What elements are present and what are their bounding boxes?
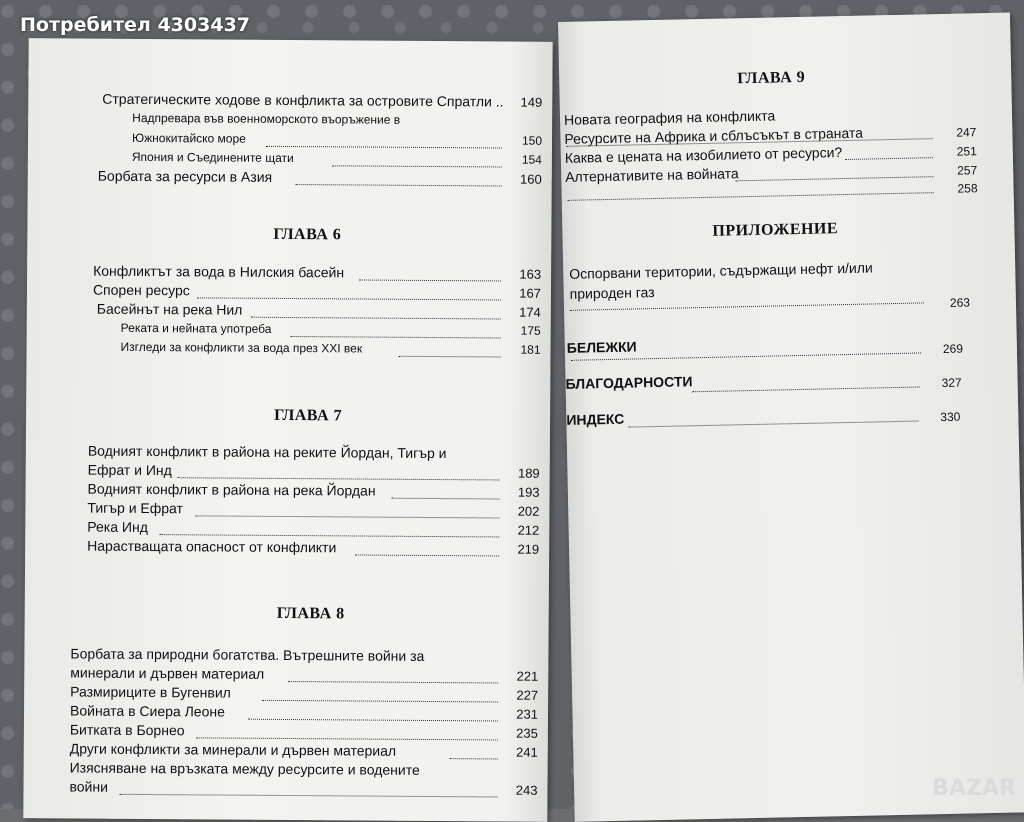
toc-page-number: 258 — [957, 181, 978, 196]
toc-subentry: Надпревара във военноморското въоръжение в — [132, 110, 401, 127]
toc-entry: Размириците в Бугенвил — [70, 683, 231, 701]
toc-entry: Водният конфликт в района на река Йордан — [87, 480, 376, 499]
leader-dots — [296, 184, 502, 186]
leader-dots — [288, 681, 498, 683]
toc-page-number: 160 — [520, 171, 542, 187]
leader-dots — [251, 317, 501, 320]
toc-subentry: Реката и нейната употреба — [120, 320, 272, 336]
toc-page-number: 243 — [515, 782, 538, 798]
leader-dots — [119, 794, 497, 798]
chapter-9-title: ГЛАВА 9 — [737, 68, 806, 88]
toc-page-number: 263 — [949, 295, 971, 310]
toc-page-number: 167 — [519, 285, 542, 301]
leader-dots — [196, 737, 498, 740]
leader-dots — [332, 165, 502, 167]
toc-entry: Борбата за ресурси в Азия — [97, 167, 273, 185]
left-page — [23, 38, 552, 822]
toc-page-number: 202 — [517, 503, 540, 519]
toc-subentry: Изгледи за конфликти за вода през XXI век — [120, 339, 363, 356]
user-watermark: Потребител 4303437 — [20, 14, 251, 36]
leader-dots — [392, 498, 500, 500]
leader-dots — [359, 279, 501, 281]
toc-page-number: 231 — [516, 706, 539, 722]
chapter-7-title: ГЛАВА 7 — [274, 406, 343, 425]
toc-page-number: 235 — [516, 725, 538, 741]
toc-entry-index: ИНДЕКС — [566, 410, 625, 428]
leader-dots — [399, 356, 501, 358]
leader-dots — [845, 157, 933, 160]
toc-page-number: 212 — [517, 522, 540, 538]
toc-page-number: 227 — [516, 687, 539, 703]
toc-subentry: Южнокитайско море — [131, 130, 246, 146]
toc-entry: минерали и дървен материал — [70, 664, 265, 682]
leader-dots — [628, 421, 918, 428]
toc-page-number: 174 — [519, 304, 541, 320]
toc-page-number: 327 — [941, 375, 962, 391]
chapter-6-title: ГЛАВА 6 — [273, 225, 342, 244]
leader-dots — [248, 719, 498, 722]
leader-dots — [570, 302, 924, 310]
toc-entry: Басейнът на река Нил — [96, 300, 243, 318]
toc-page-number: 251 — [956, 144, 977, 159]
toc-page-number: 193 — [517, 484, 540, 500]
leader-dots — [735, 176, 933, 181]
toc-entry: природен газ — [569, 284, 655, 302]
toc-page-number: 150 — [521, 133, 543, 148]
toc-entry: Река Инд — [87, 518, 148, 536]
toc-page-number: 219 — [517, 541, 540, 557]
toc-page-number: 175 — [520, 323, 541, 338]
toc-entry: Битката в Борнео — [69, 721, 185, 739]
leader-dots — [568, 192, 934, 201]
leader-dots — [291, 336, 501, 338]
toc-page-number: 269 — [942, 341, 964, 357]
toc-entry: Изясняване на връзката между ресурсите и водените — [69, 759, 420, 778]
toc-subentry: Япония и Съединените щати — [131, 149, 294, 166]
toc-page-number: 163 — [519, 266, 542, 282]
toc-page-number: 181 — [520, 342, 541, 357]
chapter-8-title: ГЛАВА 8 — [276, 604, 345, 623]
toc-entry-notes: БЕЛЕЖКИ — [566, 338, 637, 356]
toc-page-number: 154 — [521, 152, 542, 167]
toc-entry: Конфликтът за вода в Нилския басейн — [93, 262, 345, 281]
toc-entry: Ефрат и Инд — [87, 461, 172, 479]
toc-entry: Алтернативите на войната — [565, 165, 739, 185]
leader-dots — [178, 477, 500, 480]
toc-entry: Тигър и Ефрат — [87, 499, 184, 517]
toc-entry: Нарастващата опасност от конфликти — [87, 537, 337, 556]
toc-page-number: 149 — [520, 94, 543, 110]
toc-page-number: 189 — [517, 465, 540, 481]
toc-entry: Новата география на конфликта — [563, 107, 776, 128]
toc-entry: Каква е цената на изобилието от ресурси? — [564, 144, 843, 166]
toc-page-number: 221 — [516, 668, 539, 684]
toc-page-number: 330 — [940, 409, 961, 425]
leader-dots — [195, 515, 499, 518]
toc-entry: Войната в Сиера Леоне — [69, 702, 225, 720]
leader-dots — [266, 146, 502, 149]
site-logo: BAZAR — [932, 776, 1016, 801]
toc-entry: войни — [69, 778, 109, 795]
toc-entry: Водният конфликт в района на реките Йордан, Тигър и — [87, 442, 447, 462]
leader-dots — [450, 758, 498, 759]
toc-page-number: 241 — [516, 744, 538, 760]
toc-entry-acknowledgements: БЛАГОДАРНОСТИ — [565, 373, 693, 392]
toc-entry: Други конфликти за минерали и дървен материал — [69, 740, 397, 759]
leader-dots — [262, 700, 498, 703]
appendix-title: ПРИЛОЖЕНИЕ — [712, 220, 839, 240]
toc-entry: Оспорвани територии, съдържащи нефт и/или — [569, 259, 873, 282]
toc-entry: Спорен ресурс — [92, 281, 190, 299]
toc-entry: Борбата за природни богатства. Вътрешните войни за — [70, 645, 425, 664]
right-page — [558, 13, 1024, 822]
toc-page-number: 257 — [957, 163, 978, 178]
leader-dots — [355, 554, 499, 556]
leader-dots — [159, 534, 499, 537]
toc-entry: Ресурсите на Африка и сблъсъкът в страната — [564, 124, 864, 147]
leader-dots — [197, 297, 501, 300]
toc-page-number: 247 — [956, 125, 977, 140]
toc-entry: Стратегическите ходове в конфликта за островите Спратли .. — [102, 90, 504, 110]
leader-dots — [692, 387, 920, 393]
